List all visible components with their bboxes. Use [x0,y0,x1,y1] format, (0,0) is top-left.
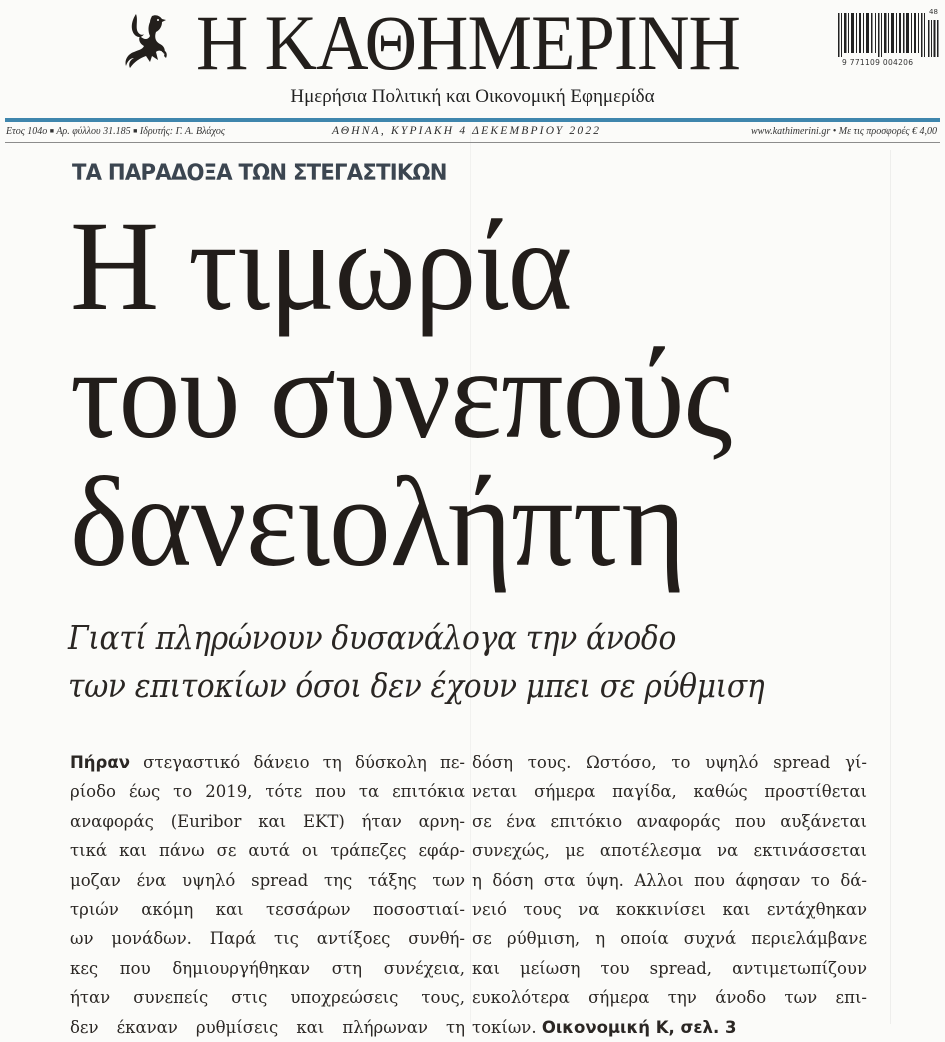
article-kicker: ΤΑ ΠΑΡΑΔΟΞΑ ΤΩΝ ΣΤΕΓΑΣΤΙΚΩΝ [72,160,447,186]
dateline-rule [5,142,940,143]
body-line: ων μονάδων. Παρά τις αντίξοες συνθή- [70,929,465,949]
article-headline [70,195,890,593]
headline-line: Η τιμωρία [70,195,572,337]
issue-date: ΑΘΗΝΑ, ΚΥΡΙΑΚΗ 4 ΔΕΚΕΜΒΡΙΟΥ 2022 [332,125,602,137]
body-line: τριών ακόμη και τεσσάρων ποσοστιαί- [70,900,465,920]
year-label: Ετος 104ο [6,126,48,137]
griffin-icon [122,10,176,72]
website-link[interactable]: www.kathimerini.gr [750,126,831,137]
barcode [838,8,938,70]
body-line [472,1013,867,1042]
body-line: ευκολότερα σήμερα την άνοδο των επι- [472,988,867,1008]
body-line: ρίοδο έως το 2019, τότε που τα επιτόκια [70,782,465,802]
body-line: κες που δημιουργήθηκαν στη συνέχεια, [70,958,465,978]
deck-line: Γιατί πληρώνουν δυσανάλογα την άνοδο [68,618,676,657]
newspaper-subtitle: Ημερήσια Πολιτική και Οικονομική Εφημερίδα [290,86,655,107]
body-line: σε ένα επιτόκιο αναφοράς που αυξάνεται [472,811,867,831]
separator-icon: ■ [133,127,138,135]
body-column-1 [70,748,465,1042]
issue-number: Αρ. φύλλου 31.185 [56,126,131,137]
body-line: μοζαν ένα υψηλό spread της τάξης των [70,870,465,890]
newspaper-title: Η ΚΑΘΗΜΕΡΙΝΗ [196,0,741,86]
body-column-2 [472,748,867,1042]
body-line: τικά και πάνω σε αυτά οι τράπεζες εφάρ- [70,841,465,861]
publication-info [6,126,225,137]
founder-label: Ιδρυτής: Γ. Α. Βλάχος [139,126,225,137]
dateline-bar [0,124,945,140]
body-line [70,748,465,777]
headline-line: του συνεπούς [70,323,732,465]
deck-line: των επιτοκίων όσοι δεν έχουν μπει σε ρύθμιση [68,666,765,705]
separator-icon: ■ [49,127,54,135]
body-line: συνεχώς, με αποτέλεσμα να εκτινάσσεται [472,841,867,861]
site-and-price [751,126,937,137]
lead-word: Πήραν [70,753,130,772]
body-line: δεν έκαναν ρυθμίσεις και πλήρωναν τη [70,1017,465,1037]
masthead-rule [5,118,940,122]
body-line: δόση τους. Ωστόσο, το υψηλό spread γί- [472,753,867,772]
body-text: τοκίων. [472,1017,542,1037]
body-line: και μείωση του spread, αντιμετωπίζουν [472,958,867,978]
masthead [0,0,945,112]
barcode-addon-icon [928,20,940,57]
barcode-icon [838,13,926,57]
body-line: νεται σήμερα παγίδα, καθώς προστίθεται [472,782,867,802]
body-line: νειό τους να κοκκινίσει και εντάχθηκαν [472,900,867,920]
body-text: στεγαστικό δάνειο τη δύσκολη πε- [129,753,465,772]
bullet-icon: • [832,126,837,137]
barcode-number: 9 771109 004206 [842,58,914,67]
headline-line: δανειολήπτη [70,451,686,593]
price-label: Με τις προσφορές € 4,00 [838,126,937,137]
body-line: αναφοράς (Euribor και ΕΚΤ) ήταν αρνη- [70,811,465,831]
body-line: σε ρύθμιση, η οποία συχνά περιελάμβανε [472,929,867,949]
page-reference-link[interactable]: Οικονομική Κ, σελ. 3 [541,1017,737,1037]
page-edge [890,150,891,1024]
barcode-addon-number: 48 [929,8,938,16]
article-deck [68,614,888,710]
body-line: η δόση στα ύψη. Αλλοι που άφησαν το δά- [472,870,867,890]
body-line: ήταν συνεπείς στις υποχρεώσεις τους, [70,988,465,1008]
